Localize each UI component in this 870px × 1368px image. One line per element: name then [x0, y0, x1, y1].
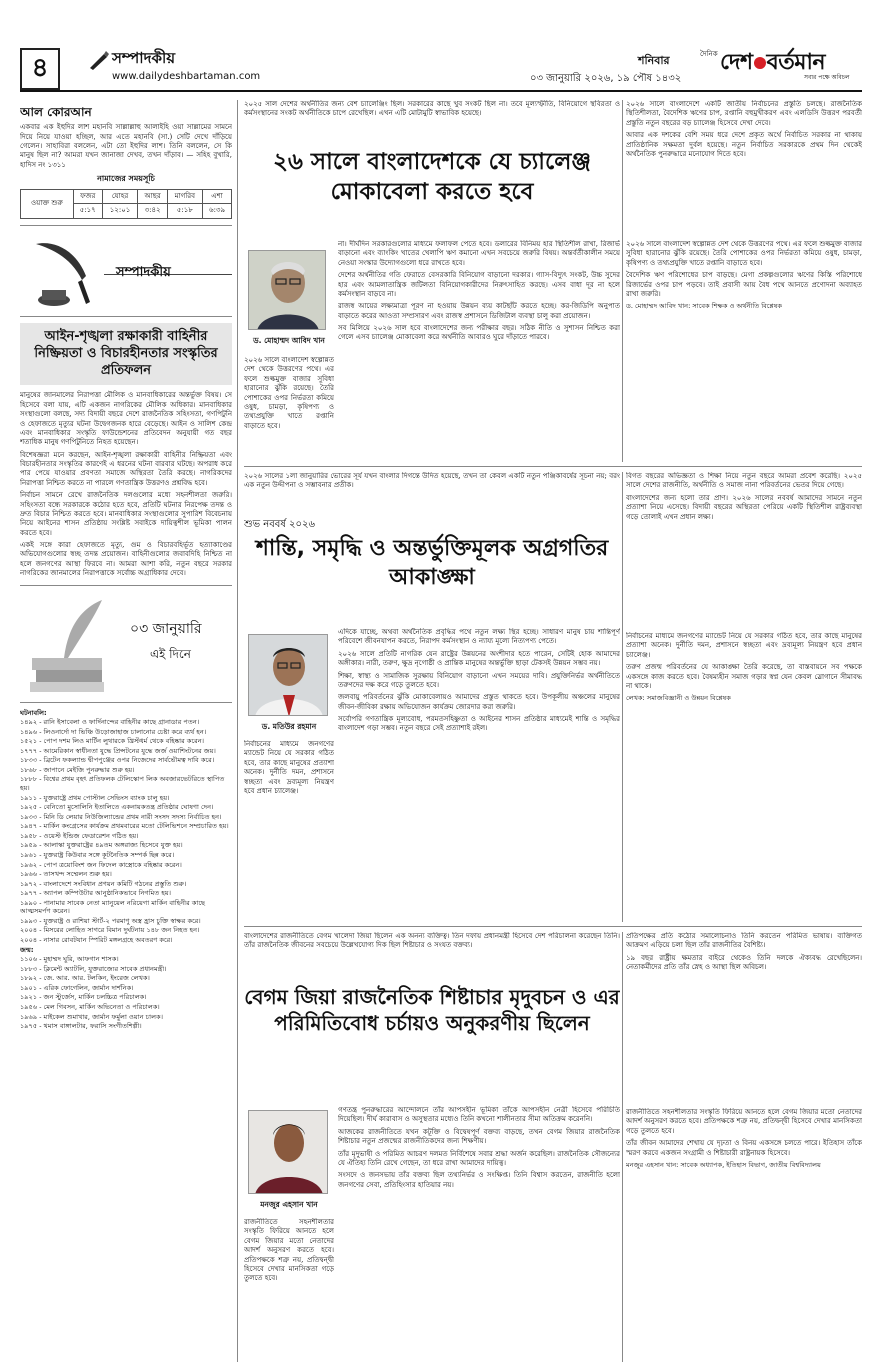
- author-photo: [248, 250, 326, 330]
- article2-paragraph: শিক্ষা, স্বাস্থ্য ও সামাজিক সুরক্ষায় বিনিয়োগ বাড়ানো এখন সময়ের দাবি। প্রযুক্তিনির্ভর অর্থনীতিতে তরুণদের দক্ষ করে গড়ে তুলতে হবে।: [338, 671, 620, 689]
- author-photo: [248, 1110, 328, 1194]
- editorial-banner: [20, 225, 232, 317]
- logo-dot-icon: [754, 57, 766, 69]
- column-divider: [622, 472, 623, 922]
- article3-body: [338, 1106, 620, 1362]
- article1-intro-right: [626, 100, 862, 236]
- event-item: ১৮৬৮ - জাপানে মেইজি পুনরুদ্ধার শুরু হয়।: [20, 765, 135, 774]
- this-day-date: ০৩ জানুয়ারি: [130, 620, 202, 637]
- event-item: ১৮৮৮ - বিশ্বের প্রথম বৃহৎ প্রতিফলক টেলিস্কোপ লিক অবজারভেটরিতে স্থাপিত হয়।: [20, 775, 225, 793]
- logo-tagline: সবার পক্ষে অবিচল: [804, 74, 850, 81]
- prayer-time: ৬:৩৯: [203, 204, 232, 218]
- article3-paragraph: সংসদে ও জনসভায় তাঁর বক্তব্য ছিল তথ্যনির্ভর ও সংক্ষিপ্ত। তিনি বিশ্বাস করতেন, রাজনীতি হলো জনগণের সেবা, প্রতিহিংসার হাতিয়ার নয়।: [338, 1171, 620, 1189]
- portrait-icon: [249, 635, 328, 716]
- event-item: ১৯৫৯ - আলাস্কা যুক্তরাষ্ট্রের ৪৯তম অঙ্গরাজ্য হিসেবে যুক্ত হয়।: [20, 841, 183, 850]
- article3-right-column: [626, 1108, 862, 1362]
- article1-paragraph: রাজস্ব আয়ের লক্ষ্যমাত্রা পূরণ না হওয়ায় উন্নয়ন ব্যয় কাটছাঁট করতে হচ্ছে। কর-জিডিপি অনুপাত বাড়াতে করের আওতা সম্প্রসারণ এবং রাজস্ব প্রশাসনে ডিজিটাল ব্যবস্থা চালু করা প্রয়োজন।: [338, 302, 620, 320]
- article1-right-column: [626, 240, 862, 462]
- page-number: ৪: [20, 48, 60, 90]
- event-item: ১৯৯০ - পানামার সাবেক নেতা ম্যানুয়েল নরিয়েগা মার্কিন বাহিনীর কাছে আত্মসমর্পণ করেন।: [20, 898, 205, 916]
- birth-item: ১৯৫৬ - মেল গিবসন, মার্কিন অভিনেতা ও পরিচালক।: [20, 1002, 160, 1011]
- events-list: [20, 718, 232, 945]
- top-rule: [20, 90, 862, 92]
- portrait-icon: [249, 251, 326, 330]
- prayer-time: ৫:১৮: [167, 204, 202, 218]
- books-quill-icon: [24, 596, 114, 696]
- article3-intro-left: [244, 932, 620, 982]
- article1-paragraph: দেশের অর্থনীতির গতি ফেরাতে বেসরকারি বিনিয়োগ বাড়ানো দরকার। গ্যাস-বিদ্যুৎ সংকট, উচ্চ সুদের হার এবং আমলাতান্ত্রিক জটিলতা বিনিয়োগকারীদের নিরুৎসাহিত করছে। এসব বাধা দূর না হলে কর্মসংস্থান বাড়বে না।: [338, 271, 620, 298]
- editorial-label: সম্পাদকীয়: [116, 264, 171, 280]
- masthead: [0, 0, 870, 104]
- article1-intro-paragraph: ২০২৫ সাল দেশের অর্থনীতির জন্য বেশ চ্যালেঞ্জিং ছিল। সরকারের কাছে খুব সংকট ছিল না। তবে মূল্যস্ফীতি, বিনিয়োগে স্থবিরতা ও কর্মসংস্থানের সংকট অর্থনীতিকে চাপে রেখেছিল। এখন এটি মোটামুটি স্বাভাবিক হয়েছে।: [244, 100, 620, 118]
- prayer-header: মাগরিব: [167, 189, 202, 203]
- editorial-paragraph: নির্বাচন সামনে রেখে রাজনৈতিক দলগুলোর মধ্যে সহনশীলতা জরুরি। সহিংসতা বন্ধে সরকারকে কঠোর হতে হবে, প্রতিটি ঘটনার নিরপেক্ষ তদন্ত ও দ্রুত বিচার নিশ্চিত করতে হবে। মানবাধিকার সংস্থাগুলোর সুপারিশ বিবেচনায় নিয়ে আইনের শাসন প্রতিষ্ঠায় সংশ্লিষ্ট সবাইকে দায়িত্বশীল ভূমিকা পালন করতে হবে।: [20, 491, 232, 537]
- site-url[interactable]: www.dailydeshbartaman.com: [112, 71, 261, 82]
- event-item: ১৭৭৭ - আমেরিকান স্বাধীনতা যুদ্ধে প্রিন্সটনের যুদ্ধে জর্জ ওয়াশিংটনের জয়।: [20, 746, 216, 755]
- births-list: [20, 955, 232, 1031]
- article1-paragraph: সব মিলিয়ে ২০২৬ সাল হবে বাংলাদেশের জন্য পরীক্ষার বছর। সঠিক নীতি ও সুশাসন নিশ্চিত করা গেলে এসব চ্যালেঞ্জ মোকাবেলা করে অর্থনীতি আবারও ঘুরে দাঁড়াতে পারবে।: [338, 324, 620, 342]
- article3-paragraph: আজকের রাজনীতিতে যখন কটূক্তি ও বিদ্বেষপূর্ণ বক্তব্য বাড়ছে, তখন বেগম জিয়ার রাজনৈতিক শিষ্টাচার নতুন প্রজন্মের রাজনীতিকদের জন্য শিক্ষণীয়।: [338, 1127, 620, 1146]
- article2-paragraph: এদিকে যাচ্ছে, অথবা অর্থনৈতিক প্রবৃদ্ধির পথে নতুন লক্ষ্য স্থির হচ্ছে। সাধারণ মানুষ চায় শান্তিপূর্ণ পরিবেশে জীবনযাপন করতে, নিরাপদ কর্মসংস্থান ও ন্যায্য মূল্যে নিত্যপণ্য পেতে।: [338, 628, 620, 646]
- editorial-paragraph: বিশেষজ্ঞরা মনে করছেন, আইন-শৃঙ্খলা রক্ষাকারী বাহিনীর নিষ্ক্রিয়তা এবং বিচারহীনতার সংস্কৃতির কারণেই এ ধরনের ঘটনা বারবার ঘটছে। অপরাধ করে পার পেয়ে যাওয়ার প্রবণতা সমাজে অস্থিরতা তৈরি করছে। নাগরিকদের নিরাপত্তা নিশ্চিত করতে না পারলে গণতান্ত্রিক উত্তরণও প্রশ্নবিদ্ধ হবে।: [20, 450, 232, 487]
- article2-right-column: [626, 632, 862, 922]
- article2-author-note: লেখক: সমাজবিজ্ঞানী ও উন্নয়ন বিশ্লেষক: [626, 694, 731, 703]
- birth-item: ১৯২১ - জন স্টুর্জেস, মার্কিন চলচ্চিত্র পরিচালক।: [20, 993, 147, 1002]
- event-item: ১৯৭৭ - অ্যাপল কম্পিউটার আনুষ্ঠানিকভাবে নিগমিত হয়।: [20, 889, 172, 898]
- column-divider: [622, 100, 623, 462]
- event-item: ২০০৪ - মিসরের লোহিত সাগরে বিমান দুর্ঘটনায় ১৪৮ জন নিহত হন।: [20, 926, 200, 935]
- events-label: ঘটনাবলি:: [20, 708, 47, 717]
- article1-author: ড. মোহাম্মদ আবিদ খান: [253, 336, 325, 345]
- article1-body: [338, 240, 620, 462]
- logo-part-1: দেশ: [720, 50, 753, 75]
- article3-headline-box: [244, 984, 620, 1104]
- article-divider: [244, 926, 862, 927]
- editorial-paragraph: একই সঙ্গে কারা হেফাজতে মৃত্যু, গুম ও বিচারবহির্ভূত হত্যাকাণ্ডের অভিযোগগুলোর স্বচ্ছ তদন্ত প্রয়োজন। বাহিনীগুলোর জবাবদিহি নিশ্চিত না হলে জনগণের আস্থা ফিরবে না। আমরা আশা করি, নতুন বছরে সরকার নাগরিকের জানমালের নিরাপত্তাকে সর্বোচ্চ অগ্রাধিকার দেবে।: [20, 541, 232, 578]
- article2-paragraph: তরুণ প্রজন্ম পরিবর্তনের যে আকাঙ্ক্ষা তৈরি করেছে, তা বাস্তবায়নে সব পক্ষকে একসঙ্গে কাজ করতে হবে। বৈষম্যহীন সমাজ গড়ার স্বপ্ন যেন কেবল স্লোগানে সীমাবদ্ধ না থাকে।: [626, 663, 862, 690]
- logo-daily-label: দৈনিক: [700, 50, 718, 58]
- event-item: ১৮৩৩ - ব্রিটেন ফকল্যান্ড দ্বীপপুঞ্জের ওপর নিজেদের সার্বভৌমত্ব দাবি করে।: [20, 756, 215, 765]
- article3-paragraph: তাঁর মৃদুভাষী ও পরিমিত আচরণ দলমত নির্বিশেষে সবার শ্রদ্ধা অর্জন করেছিল। রাজনৈতিক সৌজন্যের যে ঐতিহ্য তিনি রেখে গেছেন, তা ধরে রাখা আমাদের দায়িত্ব।: [338, 1149, 620, 1167]
- quran-text: একবার এক ইহুদির লাশ মহানবি সাল্লাল্লাহু আলাইহি ওয়া সাল্লামের সামনে দিয়ে নিয়ে যাওয়া হচ্ছিল, আর এতে মহানবি (সা.) সেটি দেখে দাঁড়িয়ে গেলেন। সাহাবিরা বললেন, এটা তো ইহুদির লাশ। তিনি বললেন, সে কি মানুষ ছিল না? আমরা যখন জানাজা দেখব, তখন দাঁড়াব। — সহিহ বুখারি, হাদিস নং ১৩১১: [20, 123, 232, 169]
- article2-author: ড. মতিউর রহমান: [261, 722, 317, 731]
- article1-paragraph: আবার এক দশকের বেশি সময় ধরে দেশে প্রকৃত অর্থে নির্বাচিত সরকার না থাকায় প্রাতিষ্ঠানিক সক্ষমতা দুর্বল হয়েছে। নতুন নির্বাচিত সরকারকে প্রথম দিন থেকেই অর্থনৈতিক পুনরুদ্ধারে মনোযোগ দিতে হবে।: [626, 131, 862, 158]
- author-photo: [248, 634, 328, 716]
- article2-kicker: শুভ নববর্ষ ২০২৬: [244, 519, 316, 530]
- birth-item: ১৯৬৯ - মাইকেল শুমাখার, জার্মান ফর্মুলা ওয়ান চালক।: [20, 1012, 163, 1021]
- event-item: ২০০৪ - নাসার রোবটযান স্পিরিট মঙ্গলগ্রহে অবতরণ করে।: [20, 936, 173, 945]
- prayer-header: এশা: [203, 189, 232, 203]
- article1-paragraph: না। দীর্ঘদিন সরকারগুলোর মাধ্যমে ফলাফল পেতে হবে। ডলারের বিনিময় হার স্থিতিশীল রাখা, রিজার্ভ বাড়ানো এবং ব্যাংকিং খাতের খেলাপি ঋণ কমানো এখন সবচেয়ে জরুরি বিষয়। অন্তর্বর্তীকালীন সময়ে নেওয়া সংস্কার উদ্যোগগুলো ধরে রাখতে হবে।: [338, 240, 620, 267]
- birth-item: ১৯০১ - এরিক ফোগেলিন, জার্মান দার্শনিক।: [20, 983, 134, 992]
- prayer-time: ৫:১৭: [73, 204, 102, 218]
- article1-paragraph: ২০২৬ সালে বাংলাদেশ স্বল্পোন্নত দেশ থেকে উত্তরণের পথে। এর ফলে শুল্কমুক্ত বাজার সুবিধা হারানোর ঝুঁকি রয়েছে। তৈরি পোশাকের ওপর নির্ভরতা কমিয়ে ওষুধ, চামড়া, কৃষিপণ্য ও তথ্যপ্রযুক্তি খাতে রপ্তানি বাড়াতে হবে।: [626, 240, 862, 267]
- article2-headline: শান্তি, সমৃদ্ধি ও অন্তর্ভুক্তিমূলক অগ্রগতির আকাঙ্ক্ষা: [255, 536, 609, 590]
- article3-intro-right: [626, 932, 862, 1104]
- article3-paragraph: রাজনীতিতে সহনশীলতার সংস্কৃতি ফিরিয়ে আনতে হলে বেগম জিয়ার মতো নেতাদের আদর্শ অনুসরণ করতে হবে। প্রতিপক্ষকে শত্রু নয়, প্রতিদ্বন্দ্বী হিসেবে দেখার মানসিকতা গড়ে তুলতে হবে।: [244, 1218, 334, 1283]
- article1-intro-left: [244, 100, 620, 138]
- article2-paragraph: বাংলাদেশের জন্য হলো তার প্রাণ। ২০২৬ সালের নববর্ষ আমাদের সামনে নতুন প্রত্যাশা নিয়ে এসেছে। বিদায়ী বছরের অস্থিরতা পেরিয়ে একটি স্থিতিশীল রাষ্ট্রব্যবস্থা গড়ে তোলাই এখন প্রধান লক্ষ্য।: [626, 493, 862, 521]
- event-item: ১৪৯৬ - লিওনার্দো দা ভিঞ্চি উড়োজাহাজ চালানোর চেষ্টা করে ব্যর্থ হন।: [20, 727, 207, 736]
- article2-intro-paragraph: বিগত বছরের অভিজ্ঞতা ও শিক্ষা নিয়ে নতুন বছরে আমরা প্রবেশ করেছি। ২০২৫ সালে দেশের রাজনীতি, অর্থনীতি ও সমাজ নানা পরিবর্তনের ভেতর দিয়ে গেছে।: [626, 472, 862, 490]
- column-divider: [622, 932, 623, 1362]
- article3-author: মনজুর এহসান খান: [260, 1200, 318, 1209]
- prayer-header: যোহর: [102, 189, 138, 203]
- prayer-row-label: ওয়াক্ত শুরু: [21, 189, 74, 218]
- column-divider: [237, 100, 238, 1362]
- event-item: ১৯৬২ - পোপ ত্রয়োবিংশ জন ফিদেল কাস্ত্রোকে বহিষ্কার করেন।: [20, 860, 182, 869]
- article3-headline: বেগম জিয়া রাজনৈতিক শিষ্টাচার মৃদুবচন ও এর পরিমিতিবোধ চর্চায়ও অনুকরণীয় ছিলেন: [244, 985, 620, 1035]
- editorial-headline: আইন-শৃঙ্খলা রক্ষাকারী বাহিনীর নিষ্ক্রিয়তা ও বিচারহীনতার সংস্কৃতির প্রতিফলন: [20, 323, 232, 386]
- article3-paragraph: রাজনীতিতে সহনশীলতার সংস্কৃতি ফিরিয়ে আনতে হলে বেগম জিয়ার মতো নেতাদের আদর্শ অনুসরণ করতে হবে। প্রতিপক্ষকে শত্রু নয়, প্রতিদ্বন্দ্বী হিসেবে দেখার মানসিকতা গড়ে তুলতে হবে।: [626, 1108, 862, 1135]
- article1-headline-box: [244, 140, 620, 234]
- left-column: [20, 100, 232, 1362]
- article2-intro-paragraph: ২০২৬ সালের ১লা জানুয়ারির ভোরের সূর্য যখন বাংলার দিগন্তে উদিত হয়েছে, তখন তা কেবল একটি নতুন পঞ্জিকাবর্ষের সূচনা নয়; বরং এক নতুন উদ্দীপনা ও সম্ভাবনার প্রতীক।: [244, 472, 620, 490]
- newspaper-logo: [700, 48, 862, 82]
- article3-paragraph: ১৯ বছর রাষ্ট্রীয় ক্ষমতার বাইরে থেকেও তিনি দলকে ঐক্যবদ্ধ রেখেছিলেন। নেতাকর্মীদের প্রতি তাঁর স্নেহ ও আস্থা ছিল অবিচল।: [626, 953, 862, 972]
- article3-body-left: [244, 1218, 334, 1362]
- event-item: ১৯৬৬ - তাসখন্দ সম্মেলন শুরু হয়।: [20, 870, 112, 879]
- prayer-title: নামাজের সময়সূচি: [97, 174, 155, 184]
- article1-headline: ২৬ সালে বাংলাদেশকে যে চ্যালেঞ্জ মোকাবেলা করতে হবে: [273, 149, 591, 205]
- quran-title: আল কোরআন: [20, 105, 92, 119]
- birth-item: ১১০৬ - মুহাম্মদ ঘুরি, আফগান শাসক।: [20, 955, 119, 964]
- article2-intro-left: [244, 472, 620, 520]
- article2-body: [338, 628, 620, 922]
- article3-paragraph: গণতন্ত্র পুনরুদ্ধারের আন্দোলনে তাঁর আপসহীন ভূমিকা তাঁকে আপসহীন নেত্রী হিসেবে পরিচিতি দিয়েছিল। দীর্ঘ কারাবাস ও অসুস্থতার মধ্যেও তিনি কখনো শালীনতার সীমা অতিক্রম করেননি।: [338, 1106, 620, 1124]
- article3-paragraph: তাঁর জীবন আমাদের শেখায় যে দৃঢ়তা ও বিনয় একসঙ্গে চলতে পারে। ইতিহাস তাঁকে স্মরণ করবে একজন সংগ্রামী ও শিষ্টাচারী রাষ্ট্রনায়ক হিসেবে।: [626, 1139, 862, 1157]
- weekday: শনিবার: [638, 54, 670, 67]
- birth-item: ১৯৭৫ - থমাস বাঙ্গালটার, ফরাসি সংগীতশিল্পী।: [20, 1022, 142, 1031]
- this-day-banner: [20, 585, 232, 703]
- article-divider: [244, 466, 862, 467]
- birth-item: ১৮৯২ - জে. আর. আর. টলকিন, ইংরেজ লেখক।: [20, 974, 150, 983]
- event-item: ১৯৭২ - বাংলাদেশে সংবিধান প্রণয়ন কমিটি গঠনের প্রস্তুতি শুরু।: [20, 879, 187, 888]
- article2-intro-right: [626, 472, 862, 628]
- editorial-paragraph: মানুষের জানমালের নিরাপত্তা মৌলিক ও মানবাধিকারের অন্তর্ভুক্ত বিষয়। সে হিসেবে বলা যায়, এটি একজন নাগরিকের মৌলিক অধিকার। মানবাধিকার সংস্থাগুলো বলছে, সদ্য বিদায়ী বছরে দেশে রাজনৈতিক সহিংসতা, গণপিটুনি ও হেফাজতে মৃত্যুর ঘটনা উদ্বেগজনক হারে বেড়েছে। আইন ও সালিশ কেন্দ্র এবং মানবাধিকার সংস্কৃতি ফাউন্ডেশনের প্রতিবেদন অনুযায়ী গত বছর শতাধিক মানুষ গণপিটুনিতে নিহত হয়েছেন।: [20, 391, 232, 447]
- event-item: ১৫২১ - পোপ দশম লিও মার্টিন লুথারকে খ্রিস্টধর্ম থেকে বহিষ্কার করেন।: [20, 737, 204, 746]
- article2-paragraph: ২০২৬ সালে প্রতিটি নাগরিক যেন রাষ্ট্রের উন্নয়নের অংশীদার হতে পারেন, সেটিই হোক আমাদের অঙ্গীকার। নারী, তরুণ, ক্ষুদ্র নৃগোষ্ঠী ও প্রান্তিক মানুষের অন্তর্ভুক্তি ছাড়া টেকসই উন্নয়ন সম্ভব নয়।: [338, 649, 620, 668]
- article1-paragraph: ২০২৬ সালে বাংলাদেশ স্বল্পোন্নত দেশ থেকে উত্তরণের পথে। এর ফলে শুল্কমুক্ত বাজার সুবিধা হারানোর ঝুঁকি রয়েছে। তৈরি পোশাকের ওপর নির্ভরতা কমিয়ে ওষুধ, চামড়া, কৃষিপণ্য ও তথ্যপ্রযুক্তি খাতে রপ্তানি বাড়াতে হবে।: [244, 356, 334, 430]
- article3-author-note: মনজুর এহসান খান: সাবেক অধ্যাপক, ইতিহাস বিভাগ, জাতীয় বিশ্ববিদ্যালয়: [626, 1160, 821, 1169]
- event-item: ১৯৫৮ - ওয়েস্ট ইন্ডিজ ফেডারেশন গঠিত হয়।: [20, 831, 139, 840]
- dateline: ০৩ জানুয়ারি ২০২৬, ১৯ পৌষ ১৪৩২: [530, 73, 682, 84]
- event-item: ১৯১১ - যুক্তরাষ্ট্রে প্রথম পোস্টাল সেভিংস ব্যাংক চালু হয়।: [20, 793, 170, 802]
- article1-author-note: ড. মোহাম্মদ আবিদ খান: সাবেক শিক্ষক ও অর্থনীতি বিশ্লেষক: [626, 302, 783, 311]
- event-item: ১৯২৫ - বেনিতো মুসোলিনি ইতালিতে একনায়কতন্ত্র প্রতিষ্ঠার ঘোষণা দেন।: [20, 803, 214, 812]
- event-item: ১৯৪৭ - মার্কিন কংগ্রেসের কার্যক্রম প্রথমবারের মতো টেলিভিশনে সম্প্রচারিত হয়।: [20, 822, 229, 831]
- event-item: ১৪৯২ - রানি ইসাবেলা ও ফার্দিনান্দের বাহিনীর কাছে গ্রানাডার পতন।: [20, 718, 200, 727]
- births-label: জন্ম:: [20, 945, 34, 954]
- event-item: ১৯৬১ - যুক্তরাষ্ট্র কিউবার সঙ্গে কূটনৈতিক সম্পর্ক ছিন্ন করে।: [20, 850, 175, 859]
- article1-intro-paragraph: ২০২৬ সালে বাংলাদেশে একটি জাতীয় নির্বাচনের প্রস্তুতি চলছে। রাজনৈতিক স্থিতিশীলতা, বৈদেশিক ঋণের চাপ, রপ্তানি বহুমুখীকরণ এবং এলডিসি উত্তরণ পরবর্তী প্রস্তুতি নতুন বছরের বড় চ্যালেঞ্জ হিসেবে দেখা দেবে।: [626, 100, 862, 127]
- article2-paragraph: নির্বাচনের মাধ্যমে জনগণের ম্যান্ডেট নিয়ে যে সরকার গঠিত হবে, তার কাছে মানুষের প্রত্যাশা অনেক। দুর্নীতি দমন, প্রশাসনে স্বচ্ছতা এবং দ্রব্যমূল্য নিয়ন্ত্রণ হবে প্রধান চ্যালেঞ্জ।: [626, 632, 862, 659]
- article3-intro-paragraph: বাংলাদেশের রাজনীতিতে বেগম খালেদা জিয়া ছিলেন এক অনন্য ব্যক্তিত্ব। তিন দফায় প্রধানমন্ত্রী হিসেবে দেশ পরিচালনা করেছেন তিনি। তাঁর রাজনৈতিক জীবনের সবচেয়ে উল্লেখযোগ্য দিক ছিল শিষ্টাচার ও সংযত বক্তব্য।: [244, 932, 620, 950]
- pen-icon: [88, 50, 110, 70]
- article1-body-left: [244, 356, 334, 462]
- article3-intro-paragraph: প্রতিপক্ষের প্রতি কঠোর সমালোচনাও তিনি করতেন পরিমিত ভাষায়। ব্যক্তিগত আক্রমণ এড়িয়ে চলা ছিল তাঁর রাজনীতির বৈশিষ্ট্য।: [626, 932, 862, 950]
- event-item: ১৯৩৩ - মিনি ডি লেয়ার নিউজিল্যান্ডের প্রথম নারী সংসদ সদস্য নির্বাচিত হন।: [20, 812, 222, 821]
- prayer-time: ৩:৪২: [138, 204, 167, 218]
- article2-paragraph: সর্বোপরি গণতান্ত্রিক মূল্যবোধ, পরমতসহিষ্ণুতা ও আইনের শাসন প্রতিষ্ঠার মাধ্যমেই শান্তি ও সমৃদ্ধির বাংলাদেশ গড়া সম্ভব। নতুন বছরে সেই প্রত্যাশাই রইল।: [338, 715, 620, 733]
- this-day-subtitle: এই দিনে: [150, 646, 191, 661]
- prayer-table: [20, 189, 232, 219]
- prayer-time: ১২:০১: [102, 204, 138, 218]
- article1-paragraph: বৈদেশিক ঋণ পরিশোধের চাপ বাড়ছে। মেগা প্রকল্পগুলোর ঋণের কিস্তি পরিশোধে রিজার্ভের ওপর চাপ পড়বে। তাই প্রবাসী আয় বৈধ পথে আনতে প্রণোদনা অব্যাহত রাখা জরুরি।: [626, 271, 862, 298]
- article2-paragraph: নির্বাচনের মাধ্যমে জনগণের ম্যান্ডেট নিয়ে যে সরকার গঠিত হবে, তার কাছে মানুষের প্রত্যাশা অনেক। দুর্নীতি দমন, প্রশাসনে স্বচ্ছতা এবং দ্রব্যমূল্য নিয়ন্ত্রণ হবে প্রধান চ্যালেঞ্জ।: [244, 740, 334, 795]
- prayer-header: ফজর: [73, 189, 102, 203]
- birth-item: ১৮৮৩ - ক্লিমেন্ট অ্যাটলি, যুক্তরাজ্যের সাবেক প্রধানমন্ত্রী।: [20, 964, 167, 973]
- article2-headline-box: [244, 518, 620, 628]
- prayer-header: আছর: [138, 189, 167, 203]
- section-title: সম্পাদকীয়: [112, 49, 176, 67]
- article2-paragraph: জলবায়ু পরিবর্তনের ঝুঁকি মোকাবেলায়ও আমাদের প্রস্তুত থাকতে হবে। উপকূলীয় অঞ্চলের মানুষের জীবন-জীবিকা রক্ষায় অভিযোজন কার্যক্রম জোরদার করা জরুরি।: [338, 693, 620, 711]
- portrait-icon: [249, 1111, 328, 1194]
- logo-part-2: বর্তমান: [766, 50, 825, 75]
- article2-body-left: [244, 740, 334, 922]
- event-item: ১৯৯৩ - যুক্তরাষ্ট্র ও রাশিয়া স্টার্ট-২ পরমাণু অস্ত্র হ্রাস চুক্তি স্বাক্ষর করে।: [20, 916, 201, 925]
- quill-ink-icon: [24, 236, 104, 310]
